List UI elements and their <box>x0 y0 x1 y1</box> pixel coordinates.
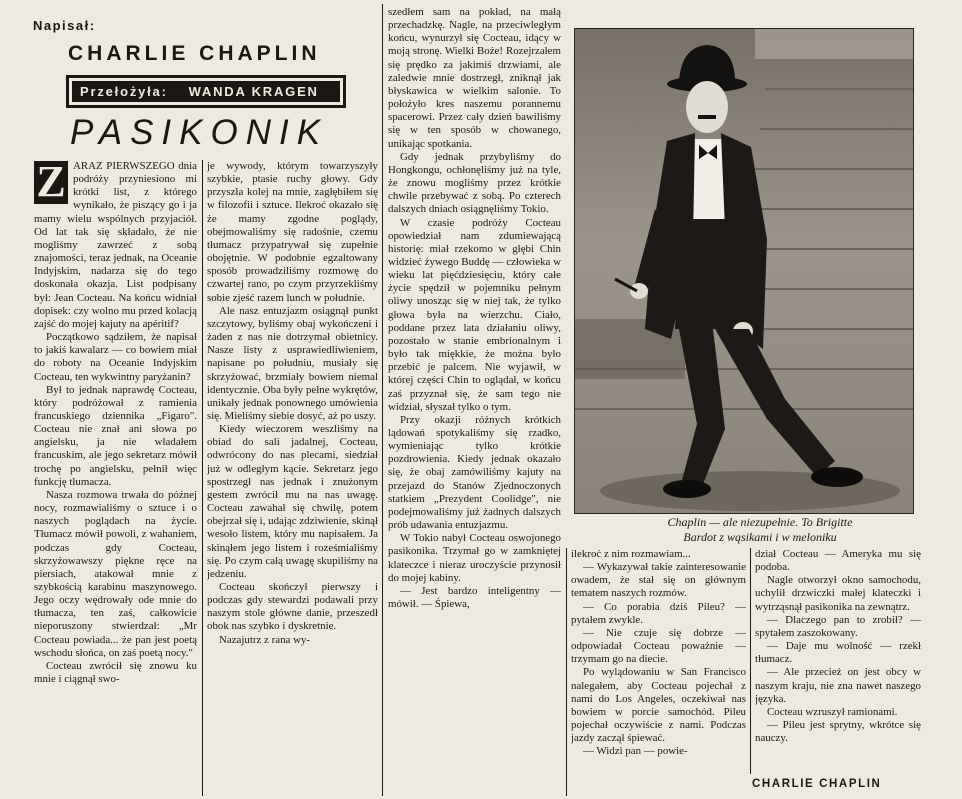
paragraph: — Ale przecież on jest obcy w naszym kraju, nie zna nawet naszego języka. <box>755 666 921 705</box>
paragraph: Ale nasz entuzjazm osiągnął punkt szczytowy, byliśmy obaj wykończeni i żaden z nas nie dotrzymał obietnicy. Nasze listy z usprawiedliwieniem, napisane po południu, musiały się skrzyżować, brzmiały bowiem niemal identycznie. Oba były pełne wykrętów, unikały jednak ponownego umówienia się. Mieliśmy siebie dosyć, aż po uszy. <box>207 304 378 422</box>
paragraph: Po wylądowaniu w San Francisco nalegałem, aby Cocteau pojechał z nami do Los Angeles, oczekiwał nas bowiem w porcie samochód. Pileu pojechał oczywiście z nami. Podczas jazdy zaczął śpiewać. <box>571 666 746 745</box>
drop-cap: Z <box>34 161 68 204</box>
paragraph: ARAZ PIERWSZEGO dnia podróży przyniesiono mi krótki list, z którego wynikało, że piszący go i ja mamy wielu wspólnych przyjaciół. Od lat tak się składało, że nie mogliśmy zawrzeć z sobą znajomości, teraz jednak, na Oceanie Indyjskim, nadarza się do tego doskonała okazja. List podpisany był: Jean Cocteau. Na końcu widniał dopisek: czy wolno mu przed kolacją zajść do mojej kajuty na apéritif? <box>34 160 197 330</box>
paragraph: dział Cocteau — Ameryka mu się podoba. <box>755 548 921 574</box>
column-rule <box>382 4 383 796</box>
text-column-4 <box>571 548 746 798</box>
photo-chaplin-costume <box>574 28 914 514</box>
column-rule <box>566 548 567 796</box>
text-column-1 <box>34 160 197 798</box>
paragraph: — Dlaczego pan to zrobił? — spytałem zaszokowany. <box>755 613 921 639</box>
paragraph: szedłem sam na pokład, na małą przechadzkę. Nagle, na przeciwległym końcu, wynurzył się Cocteau, idący w moją stronę. Wielki Boże! Rozejrzałem się prędko za jakimiś drzwiami, ale zaledwie mnie dostrzegł, zniknął jak błyskawica w wielkim salonie. To położyło kres naszemu porannemu spacerowi. Przez cały dzień bawiliśmy się w ten sposób w chowanego, unikając spotkania. <box>388 6 561 150</box>
paragraph: — Widzi pan — powie- <box>583 745 688 758</box>
paragraph: Kiedy wieczorem weszliśmy na obiad do sali jadalnej, Cocteau, odwrócony do nas plecami, siedział już w odległym kącie. Sekretarz jego spostrzegł nas jednak i znużonym gestem zwrócił mu na nas uwagę. Cocteau zawahał się chwilę, potem obejrzał się i, udając zdziwienie, skinął wesoło listem, który mu napisałem. Ja skinąłem jego listem i roześmialiśmy się. Po czym całą uwagę skupiliśmy na jedzeniu. <box>207 423 378 580</box>
paragraph: — Daje mu wolność — rzekł tłumacz. <box>755 640 921 666</box>
paragraph: — Wykazywał takie zainteresowanie owadem, że stał się on głównym tematem naszych rozmów. <box>571 561 746 600</box>
text-column-5 <box>755 548 921 776</box>
paragraph: Cocteau zwrócił się znowu ku mnie i ciągnął swo- <box>34 659 197 686</box>
translator-box <box>66 75 346 108</box>
author-heading: CHARLIE CHAPLIN <box>68 42 321 65</box>
byline: Napisał: <box>33 18 96 33</box>
caption-line: Chaplin — ale niezupełnie. To Brigitte <box>667 515 853 529</box>
paragraph: — Jest bardzo inteligentny — mówił. — Śpiewa, <box>388 584 561 611</box>
paragraph: Był to jednak naprawdę Cocteau, który podróżował z ramienia francuskiego dziennika „Figaro". Cocteau nie znał ani słowa po angielsku, ja nie władałem francuskim, ale jego sekretarz mówił trochę po angielsku, pełnił więc funkcję tłumacza. <box>34 383 197 488</box>
paragraph: — Pileu jest sprytny, wkrótce się nauczy. <box>755 719 921 745</box>
paragraph: Nazajutrz z rana wy- <box>219 633 311 646</box>
paragraph: W Tokio nabył Cocteau oswojonego pasikonika. Trzymał go w zamkniętej klateczce i nieraz uroczyście przynosił do mojej kabiny. <box>388 532 561 584</box>
text-column-2 <box>207 160 378 798</box>
paragraph: Gdy jednak przybyliśmy do Hongkongu, ochłonęliśmy już na tyle, że znowu mogliśmy przez krótkie chwile przebywać z sobą. Po czterech dalszych dniach osiągnęliśmy Tokio. <box>388 150 561 216</box>
paragraph: Cocteau wzruszył ramionami. <box>767 705 898 718</box>
paragraph: ilekroć z nim rozmawiam... <box>571 548 691 560</box>
paragraph: — Nie czuje się dobrze — odpowiadał Cocteau poważnie — trzymam go na diecie. <box>571 626 746 666</box>
column-rule <box>202 160 203 796</box>
paragraph: Przy okazji różnych krótkich lądowań spotykaliśmy się rzadko, wymieniając tylko krótkie pozdrowienia. Kiedy jednak okazało się, że obaj zamówiliśmy kajuty na przejazd do Stanów Zjednoczonych statkiem „Prezydent Coolidge", nie podejmowaliśmy już żadnych dalszych prób udawania entuzjazmu. <box>388 413 561 532</box>
translator-label: Przełożyła: <box>80 84 168 99</box>
column-rule <box>750 548 751 774</box>
article-title: PASIKONIK <box>70 113 329 152</box>
paragraph: Nasza rozmowa trwała do późnej nocy, rozmawialiśmy o sztuce i o naszych poglądach na życie. Tłumacz mówił powoli, z wahaniem, podczas gdy Cocteau, skrzyżowawszy piękne ręce na piersiach, atakował mnie z szybkością karabinu maszynowego. Jego oczy wędrowały ode mnie do tłumacza, ten zaś, całkowicie nieporuszony stwierdzał: „Mr Cocteau powiada... że pan jest poetą wschodu słońca, on zaś poetą nocy." <box>34 488 197 659</box>
paragraph: W czasie podróży Cocteau opowiedział nam zdumiewającą historię: miał rzekomo w głębi Chin widzieć żywego Buddę — człowieka w wieku lat pięćdziesięciu, który całe życie spędził w pojemniku pełnym oliwy unosząc się w niej tak, że tylko głowa była na wierzchu. Ciało, poddane przez lata działaniu oliwy, pozostało w stanie embrionalnym i było tak miękkie, że można było przebić je palcem. Nie wyjawił, w której części Chin to oglądał, w końcu zaś przyznał się, że sam tego nie widział, słyszał tylko o tym. <box>388 216 561 413</box>
photo-caption <box>600 515 920 545</box>
paragraph: Nagle otworzył okno samochodu, uchylił drzwiczki małej klateczki i wytrząsnął pasikonika na zewnątrz. <box>755 574 921 613</box>
author-signature: CHARLIE CHAPLIN <box>752 778 882 790</box>
photo-illustration <box>575 29 913 513</box>
paragraph: — Co porabia dziś Pileu? — pytałem zwykle. <box>571 600 746 626</box>
caption-line: Bardot z wąsikami i w meloniku <box>683 530 837 544</box>
paragraph: Początkowo sądziłem, że napisał to jakiś kawalarz — co bowiem miał do roboty na Oceanie Indyjskim Cocteau, ten wykwintny paryżanin? <box>34 331 197 383</box>
translator-name: WANDA KRAGEN <box>188 84 319 99</box>
paragraph: je wywody, którym towarzyszyły szybkie, ptasie ruchy głowy. Gdy przyszła kolej na mnie, zagłębiłem się w filozofii i sztuce. Ilekroć okazało się że mamy zgodne poglądy, obejmowaliśmy się radośnie, czemu tłumacz przypatrywał się zupełnie obojętnie. W podobnie egzaltowany sposób prowadziliśmy rozmowę do czwartej rano, po czym przyrzekliśmy sobie zjeść razem lunch w południe. <box>207 160 378 304</box>
translator-banner <box>72 81 340 102</box>
text-column-3 <box>388 6 561 798</box>
paragraph: Cocteau skończył pierwszy i podczas gdy stewardzi podawali przy naszym stole główne danie, przeszedł obok nas szybko i dyskretnie. <box>207 581 378 633</box>
